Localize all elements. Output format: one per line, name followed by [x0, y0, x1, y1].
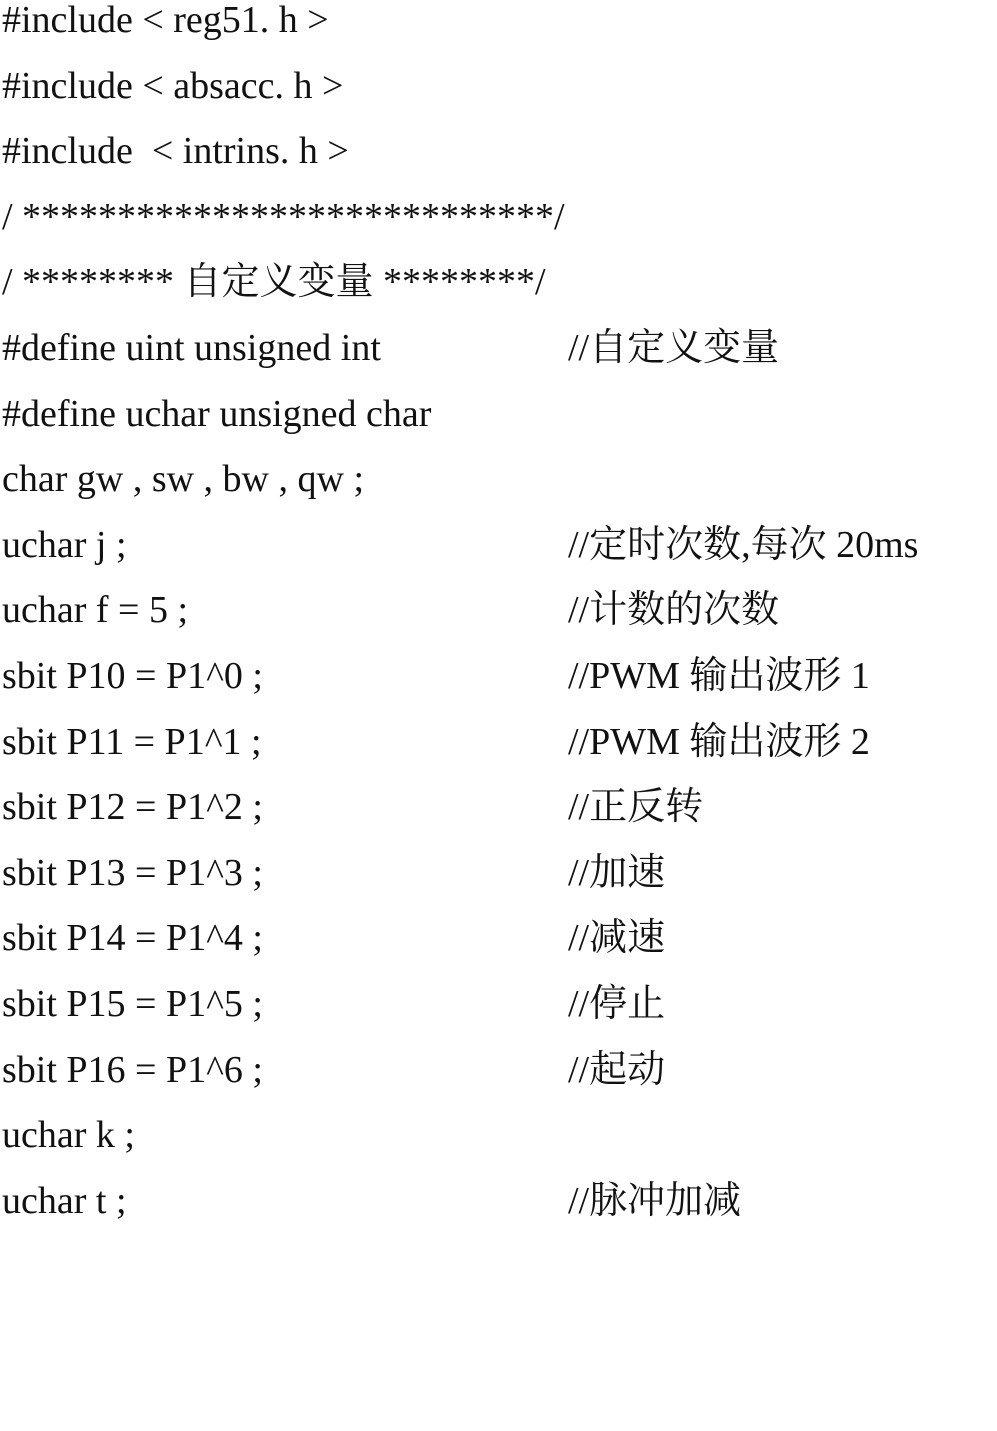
code-comment: //计数的次数 [568, 589, 780, 632]
code-line-5 [2, 250, 997, 316]
code-listing [2, 0, 997, 1234]
code-text: #include < intrins. h > [2, 130, 349, 173]
code-text: / ****************************/ [2, 195, 565, 238]
code-line-8 [2, 447, 997, 513]
code-text: char gw , sw , bw , qw ; [2, 458, 365, 501]
code-line-18 [2, 1103, 997, 1169]
code-comment: //加速 [568, 851, 666, 894]
code-line-12 [2, 710, 997, 776]
code-line-15 [2, 906, 997, 972]
code-line-16 [2, 972, 997, 1038]
code-comment: //PWM 输出波形 1 [568, 654, 870, 697]
code-line-13 [2, 775, 997, 841]
code-line-4 [2, 185, 997, 251]
code-comment: //停止 [568, 982, 666, 1025]
code-text: sbit P13 = P1^3 ; [2, 851, 263, 894]
code-text: uchar t ; [2, 1179, 127, 1222]
code-line-1 [2, 0, 997, 54]
code-line-10 [2, 578, 997, 644]
code-text: #define uchar unsigned char [2, 392, 432, 435]
code-text: sbit P11 = P1^1 ; [2, 720, 262, 763]
code-line-7 [2, 382, 997, 448]
code-text: sbit P10 = P1^0 ; [2, 654, 263, 697]
code-text: uchar k ; [2, 1114, 135, 1157]
code-text: sbit P14 = P1^4 ; [2, 917, 263, 960]
code-text: uchar j ; [2, 523, 127, 566]
code-text: / ******** 自定义变量 ********/ [2, 261, 546, 304]
code-line-11 [2, 644, 997, 710]
code-line-14 [2, 841, 997, 907]
code-line-17 [2, 1038, 997, 1104]
code-comment: //自定义变量 [568, 326, 780, 369]
code-comment: //PWM 输出波形 2 [568, 720, 870, 763]
code-text: sbit P16 = P1^6 ; [2, 1048, 263, 1091]
code-comment: //定时次数,每次 20ms [568, 523, 919, 566]
code-text: sbit P12 = P1^2 ; [2, 786, 263, 829]
code-comment: //正反转 [568, 786, 704, 829]
code-text: sbit P15 = P1^5 ; [2, 982, 263, 1025]
code-line-3 [2, 119, 997, 185]
code-comment: //减速 [568, 917, 666, 960]
code-text: #include < absacc. h > [2, 64, 344, 107]
code-text: uchar f = 5 ; [2, 589, 189, 632]
code-line-9 [2, 513, 997, 579]
code-line-19 [2, 1169, 997, 1235]
code-comment: //脉冲加减 [568, 1179, 742, 1222]
code-line-6 [2, 316, 997, 382]
code-comment: //起动 [568, 1048, 666, 1091]
code-line-2 [2, 54, 997, 120]
code-text: #include < reg51. h > [2, 0, 329, 41]
code-text: #define uint unsigned int [2, 326, 381, 369]
